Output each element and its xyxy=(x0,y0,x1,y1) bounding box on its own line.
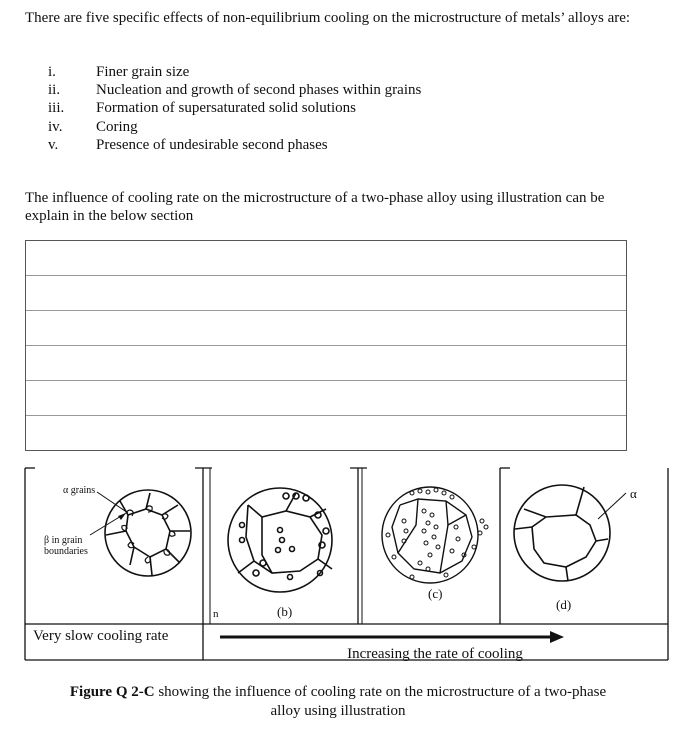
list-text: Nucleation and growth of second phases within grains xyxy=(96,82,422,99)
list-item xyxy=(48,81,421,99)
alpha-symbol: α xyxy=(630,486,637,501)
microstructure-c xyxy=(382,487,488,583)
list-number: ii. xyxy=(48,82,61,99)
effects-list xyxy=(48,63,421,154)
list-item xyxy=(48,136,421,154)
answer-box[interactable] xyxy=(25,240,627,451)
microstructure-b xyxy=(228,488,332,592)
answer-line xyxy=(26,415,626,416)
list-text: Presence of undesirable second phases xyxy=(96,136,328,153)
caption-figure-id: Figure Q 2-C xyxy=(69,684,155,700)
figure-caption xyxy=(0,683,676,721)
microstructure-a xyxy=(90,490,191,576)
panel-b-label: (b) xyxy=(277,604,293,619)
list-number: iv. xyxy=(48,118,63,135)
microstructure-d xyxy=(514,485,626,581)
beta-label-line1: β in grain xyxy=(44,535,83,546)
list-text: Coring xyxy=(96,118,138,135)
list-number: v. xyxy=(48,136,59,153)
caption-line2: alloy using illustration xyxy=(270,703,406,719)
list-text: Finer grain size xyxy=(96,64,190,80)
alpha-grains-label: α grains xyxy=(63,485,96,496)
list-item xyxy=(48,118,421,136)
answer-line xyxy=(26,345,626,346)
list-item xyxy=(48,99,421,117)
panel-c-label: (c) xyxy=(428,586,443,601)
arrowhead-icon xyxy=(550,631,564,643)
beta-label-line2: boundaries xyxy=(44,546,88,557)
answer-line xyxy=(26,275,626,276)
intro-paragraph: There are five specific effects of non-equilibrium cooling on the microstructure of metals’ alloys are: xyxy=(25,10,631,26)
cooling-rate-figure xyxy=(0,465,676,665)
answer-line xyxy=(26,380,626,381)
increasing-rate-label: Increasing the rate of cooling xyxy=(347,646,523,662)
influence-paragraph: The influence of cooling rate on the microstructure of a two-phase alloy using illustration can be explain in the below section xyxy=(25,190,605,224)
list-text: Formation of supersaturated solid solutions xyxy=(96,100,356,117)
list-number: i. xyxy=(48,64,56,80)
answer-line xyxy=(26,310,626,311)
slow-cooling-label: Very slow cooling rate xyxy=(33,628,169,644)
panel-d-label: (d) xyxy=(556,597,572,612)
list-item xyxy=(48,63,421,81)
panel-a-label-fragment: n xyxy=(213,608,219,620)
list-number: iii. xyxy=(48,100,65,117)
caption-line1: showing the influence of cooling rate on the microstructure of a two-phase xyxy=(154,684,607,700)
